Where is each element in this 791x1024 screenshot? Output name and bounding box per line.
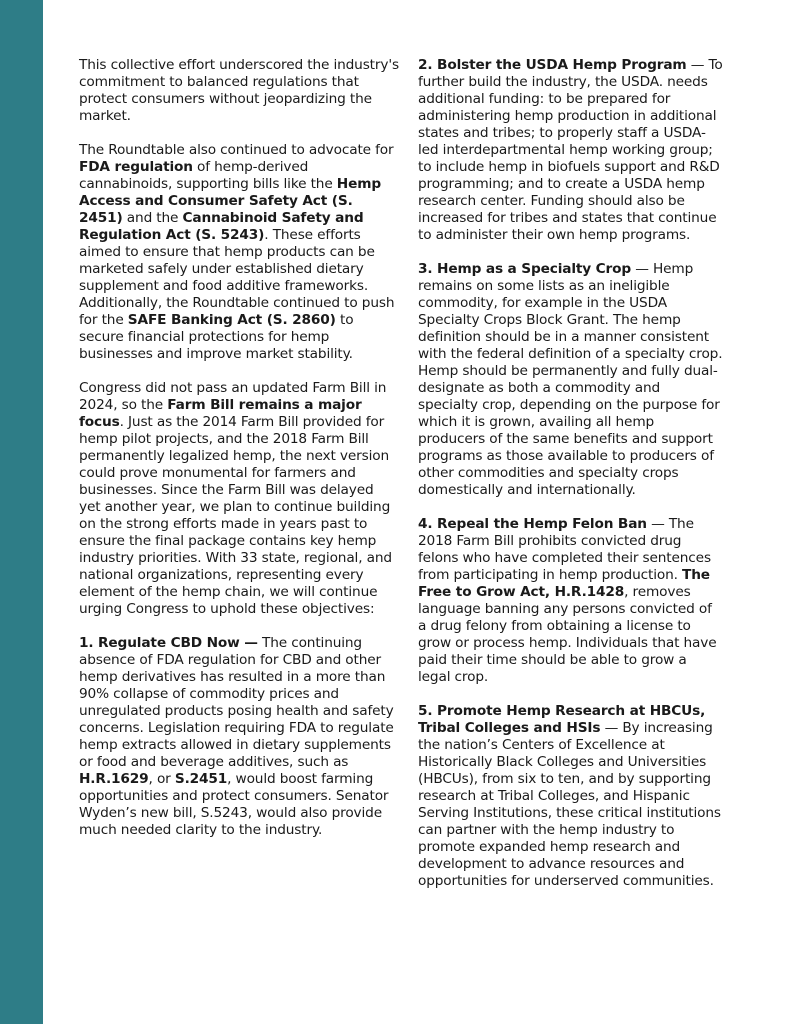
heading-hemp-research: 5. Promote Hemp Research at HBCUs, Tribal Colleges and HSIs [418,703,706,736]
paragraph-felon-ban [418,516,723,686]
heading-regulate-cbd: 1. Regulate CBD Now — [79,635,258,651]
paragraph-hemp-research [418,703,723,890]
heading-felon-ban: 4. Repeal the Hemp Felon Ban [418,516,647,532]
paragraph-farm-bill [79,380,399,618]
text-run: . Just as the 2014 Farm Bill provided for hemp pilot projects, and the 2018 Farm Bill permanently legalized hemp, the next version could prove monumental for farmers and businesses. Since the Farm Bill was delayed yet another year, we plan to continue building on the strong efforts made in years past to ensure the final package contains key hemp industry priorities. With 33 state, regional, and national organizations, representing every element of the hemp chain, we will continue urging Congress to uphold these objectives: [79,414,392,617]
bold-hr1629: H.R.1629 [79,771,149,787]
paragraph-regulate-cbd [79,635,399,839]
left-column [79,57,399,856]
text-run: The Roundtable also continued to advocate for [79,142,394,158]
bold-free-to-grow-act: The Free to Grow Act, H.R.1428 [418,567,710,600]
bold-fda-regulation: FDA regulation [79,159,193,175]
text-run: — The 2018 Farm Bill prohibits convicted drug felons who have completed their sentences from participating in hemp production. [418,516,711,583]
text-run: — Hemp remains on some lists as an ineligible commodity, for example in the USDA Specialty Crops Block Grant. The hemp definition should be in a manner consistent with the federal definition of a specialty crop. Hemp should be permanently and fully dual-designate as both a commodity and specialty crop, depending on the purpose for which it is grown, availing all hemp producers of the same benefits and support programs as those available to producers of other commodities and specialty crops domestically and internationally. [418,261,723,498]
paragraph-fda-regulation [79,142,399,363]
bold-s2451: S.2451 [174,771,228,787]
text-run: , or [148,771,175,787]
side-color-bar [0,0,43,1024]
text-run: . These efforts aimed to ensure that hemp products can be marketed safely under established dietary supplement and food additive frameworks. Additionally, the Roundtable continued to push for the [79,227,395,328]
text-run: , removes language banning any persons convicted of a drug felony from obtaining a license to grow or process hemp. Individuals that have paid their time should be able to grow a legal crop. [418,584,717,685]
text-run: The continuing absence of FDA regulation for CBD and other hemp derivatives has resulted in a more than 90% collapse of commodity prices and unregulated products posing health and safety concerns. Legislation requiring FDA to regulate hemp extracts allowed in dietary supplements or food and beverage additives, such as [79,635,394,770]
text-run: to secure financial protections for hemp businesses and improve market stability. [79,312,354,362]
text-run: Congress did not pass an updated Farm Bill in 2024, so the [79,380,387,413]
bold-cannabinoid-safety-act: Cannabinoid Safety and Regulation Act (S. 5243) [79,210,364,243]
right-column [418,57,723,907]
text-run: , would boost farming opportunities and protect consumers. Senator Wyden’s new bill, S.5243, would also provide much needed clarity to the industry. [79,771,389,838]
paragraph-collective-effort [79,57,399,125]
bold-safe-banking-act: SAFE Banking Act (S. 2860) [127,312,336,328]
paragraph-usda-program [418,57,723,244]
bold-farm-bill-focus: Farm Bill remains a major focus [79,397,362,430]
text-run: of hemp-derived cannabinoids, supporting bills like the [79,159,337,192]
text-run: — To further build the industry, the USDA. needs additional funding: to be prepared for administering hemp production in additional states and tribes; to properly staff a USDA-led interdepartmental hemp working group; to include hemp in biofuels support and R&D programming; and to create a USDA hemp research center. Funding should also be increased for tribes and states that continue to administer their own hemp programs. [418,57,723,243]
bold-hemp-access-act: Hemp Access and Consumer Safety Act (S. 2451) [79,176,381,226]
heading-usda-program: 2. Bolster the USDA Hemp Program [418,57,687,73]
paragraph-specialty-crop [418,261,723,499]
text-run: — By increasing the nation’s Centers of Excellence at Historically Black Colleges and Universities (HBCUs), from six to ten, and by supporting research at Tribal Colleges, and Hispanic Serving Institutions, these critical institutions can partner with the hemp industry to promote expanded hemp research and development to advance resources and opportunities for underserved communities. [418,720,721,889]
heading-specialty-crop: 3. Hemp as a Specialty Crop [418,261,632,277]
paragraph-text: This collective effort underscored the industry's commitment to balanced regulations that protect consumers without jeopardizing the market. [79,57,399,124]
text-run: and the [122,210,183,226]
